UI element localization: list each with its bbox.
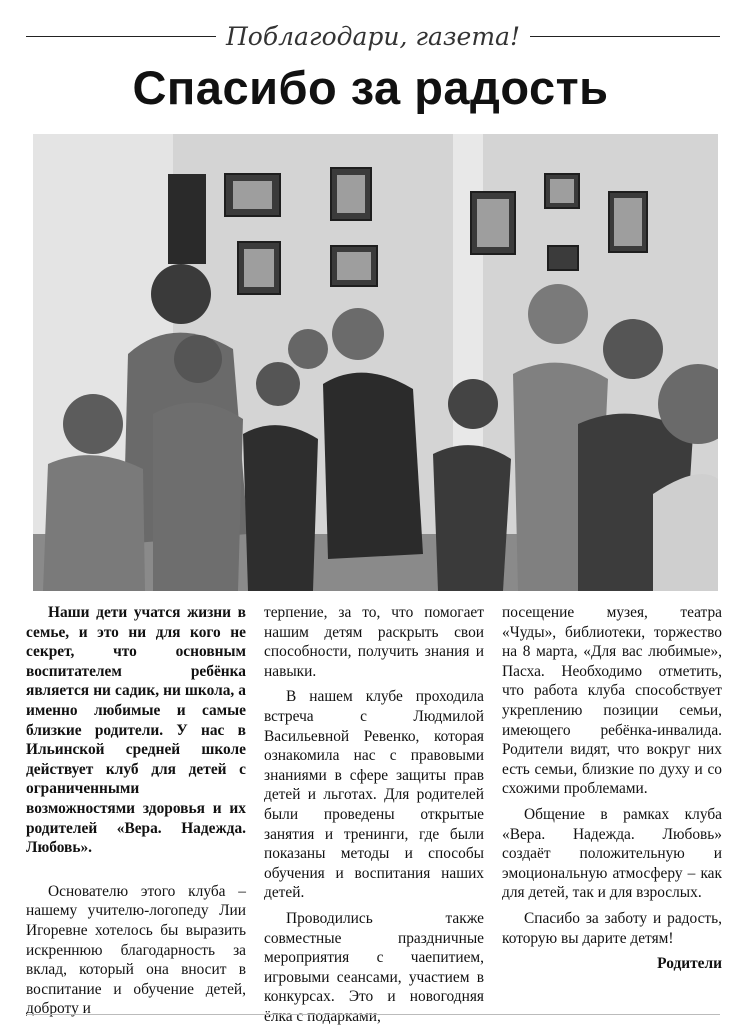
article-paragraph: Основателю этого клуба – нашему учителю-логопеду Лии Игоревне хотелось бы выразить искреннюю благодарность за вклад, который она вносит в воспитание и обучение детей, доброту и bbox=[26, 882, 246, 1018]
article-photo bbox=[33, 134, 718, 591]
article-paragraph: посещение музея, театра «Чуды», библиотеки, торжество на 8 марта, «Для вас любимые», Пасха. Необходимо отметить, что работа клуба способствует укреплению позиции семьи, имеющего ребёнка-инвалида. Родители видят, что вокруг них есть семьи, близкие по духу и со схожими проблемами. bbox=[502, 604, 722, 798]
article-lead: Наши дети учатся жизни в семье, и это ни для кого не секрет, что основным воспитателем ребёнка является ни садик, ни школа, а именно любимые и самые близкие родители. У нас в Ильинской средней школе действует клуб для детей с ограниченными возможностями здоровья и их родителей «Вера. Надежда. Любовь». bbox=[26, 604, 246, 857]
article-paragraph: Общение в рамках клуба «Вера. Надежда. Любовь» создаёт положительную и эмоциональную атмосферу – как для детей, так и для взрослых. bbox=[502, 805, 722, 902]
rubric-rule-left bbox=[26, 36, 216, 37]
rubric-header bbox=[26, 18, 720, 54]
article-body bbox=[26, 603, 722, 1025]
article-column-3 bbox=[502, 603, 722, 1003]
bottom-rule bbox=[26, 1014, 720, 1015]
rubric-title: Поблагодари, газета! bbox=[226, 21, 520, 51]
article-headline: Спасибо за радость bbox=[132, 61, 609, 114]
rubric-rule-right bbox=[530, 36, 720, 37]
article-paragraph: терпение, за то, что помогает нашим детям раскрыть свои способности, получить знания и навыки. bbox=[264, 604, 484, 680]
article-paragraph: Проводились также совместные праздничные мероприятия с чаепитием, игровыми сеансами, участием в конкурсах. Это и новогодняя ёлка с подарками, bbox=[264, 909, 484, 1025]
article-paragraph: Спасибо за заботу и радость, которую вы дарите детям! bbox=[502, 909, 722, 947]
article-paragraph: В нашем клубе проходила встреча с Людмилой Васильевной Ревенко, которая ознакомила нас с правовыми знаниями в сфере защиты прав детей и льготах. Для родителей были проведены открытые занятия и тренинги, где были показаны методы и способы обучения и воспитания наших детей. bbox=[264, 688, 484, 902]
photo-illustration bbox=[33, 134, 718, 591]
article-signature: Родители bbox=[657, 955, 722, 973]
article-column-2 bbox=[264, 603, 484, 1025]
article-column-1 bbox=[26, 603, 246, 1018]
